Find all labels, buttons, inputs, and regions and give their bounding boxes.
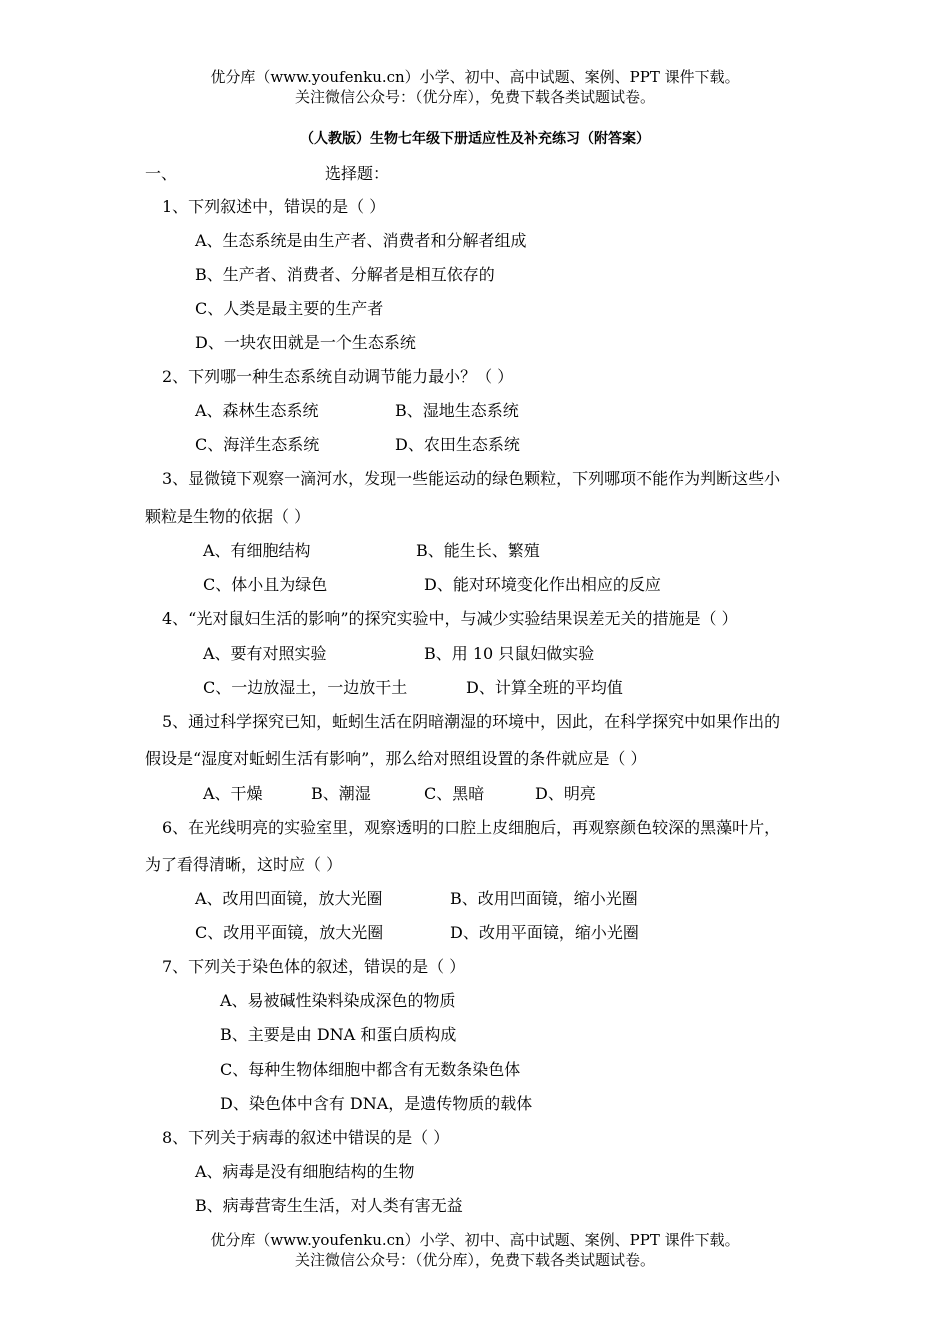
option-item: D、改用平面镜，缩小光圈 (450, 923, 639, 942)
option-item: B、湿地生态系统 (395, 401, 519, 420)
option-item: A、改用凹面镜，放大光圈 (195, 889, 383, 908)
question-stem-continued: 为了看得清晰，这时应（ ） (145, 855, 343, 874)
option-item: A、病毒是没有细胞结构的生物 (195, 1162, 415, 1181)
option-item: B、改用凹面镜，缩小光圈 (450, 889, 638, 908)
option-item: A、生态系统是由生产者、消费者和分解者组成 (195, 231, 527, 250)
header-line-2: 关注微信公众号：（优分库），免费下载各类试题试卷。 (294, 88, 655, 106)
option-item: C、黑暗 (424, 784, 485, 803)
question-stem: 8、下列关于病毒的叙述中错误的是（ ） (162, 1128, 450, 1147)
option-item: D、一块农田就是一个生态系统 (195, 333, 416, 352)
page-title: （人教版）生物七年级下册适应性及补充练习（附答案） (300, 131, 650, 147)
question-stem: 7、下列关于染色体的叙述，错误的是（ ） (162, 957, 466, 976)
option-item: C、每种生物体细胞中都含有无数条染色体 (220, 1060, 521, 1079)
question-stem: 5、通过科学探究已知，蚯蚓生活在阴暗潮湿的环境中，因此，在科学探究中如果作出的 (162, 712, 781, 731)
option-item: A、有细胞结构 (203, 541, 311, 560)
option-item: C、一边放湿土，一边放干土 (203, 678, 408, 697)
option-item: C、人类是最主要的生产者 (195, 299, 384, 318)
question-stem: 3、显微镜下观察一滴河水，发现一些能运动的绿色颗粒，下列哪项不能作为判断这些小 (162, 469, 781, 488)
option-item: D、能对环境变化作出相应的反应 (424, 575, 661, 594)
question-stem-continued: 假设是“湿度对蚯蚓生活有影响”，那么给对照组设置的条件就应是（ ） (145, 749, 647, 768)
option-item: B、能生长、繁殖 (416, 541, 540, 560)
option-item: D、农田生态系统 (395, 435, 520, 454)
option-item: D、计算全班的平均值 (466, 678, 623, 697)
option-item: C、海洋生态系统 (195, 435, 320, 454)
option-item: B、生产者、消费者、分解者是相互依存的 (195, 265, 495, 284)
section-number: 一、 (145, 164, 178, 183)
question-stem-continued: 颗粒是生物的依据（ ） (145, 507, 311, 526)
option-item: B、用 10 只鼠妇做实验 (424, 644, 595, 663)
footer-line-2: 关注微信公众号：（优分库），免费下载各类试题试卷。 (294, 1251, 655, 1269)
question-stem: 6、在光线明亮的实验室里，观察透明的口腔上皮细胞后，再观察颜色较深的黑藻叶片， (162, 818, 781, 837)
option-item: B、潮湿 (311, 784, 371, 803)
section-label: 选择题： (325, 164, 390, 183)
question-stem: 2、下列哪一种生态系统自动调节能力最小？（ ） (162, 367, 514, 386)
question-stem: 1、下列叙述中，错误的是（ ） (162, 197, 386, 216)
option-item: C、体小且为绿色 (203, 575, 328, 594)
header-line-1: 优分库（www.youfenku.cn）小学、初中、高中试题、案例、PPT 课件下载。 (210, 68, 740, 86)
option-item: D、明亮 (535, 784, 596, 803)
option-item: A、易被碱性染料染成深色的物质 (220, 991, 456, 1010)
option-item: D、染色体中含有 DNA，是遗传物质的载体 (220, 1094, 533, 1113)
option-item: A、干燥 (203, 784, 263, 803)
footer-line-1: 优分库（www.youfenku.cn）小学、初中、高中试题、案例、PPT 课件下载。 (210, 1231, 740, 1249)
question-stem: 4、“光对鼠妇生活的影响”的探究实验中，与减少实验结果误差无关的措施是（ ） (162, 609, 738, 628)
option-item: B、病毒营寄生生活，对人类有害无益 (195, 1196, 463, 1215)
option-item: C、改用平面镜，放大光圈 (195, 923, 384, 942)
option-item: A、森林生态系统 (195, 401, 319, 420)
option-item: A、要有对照实验 (203, 644, 327, 663)
option-item: B、主要是由 DNA 和蛋白质构成 (220, 1025, 457, 1044)
